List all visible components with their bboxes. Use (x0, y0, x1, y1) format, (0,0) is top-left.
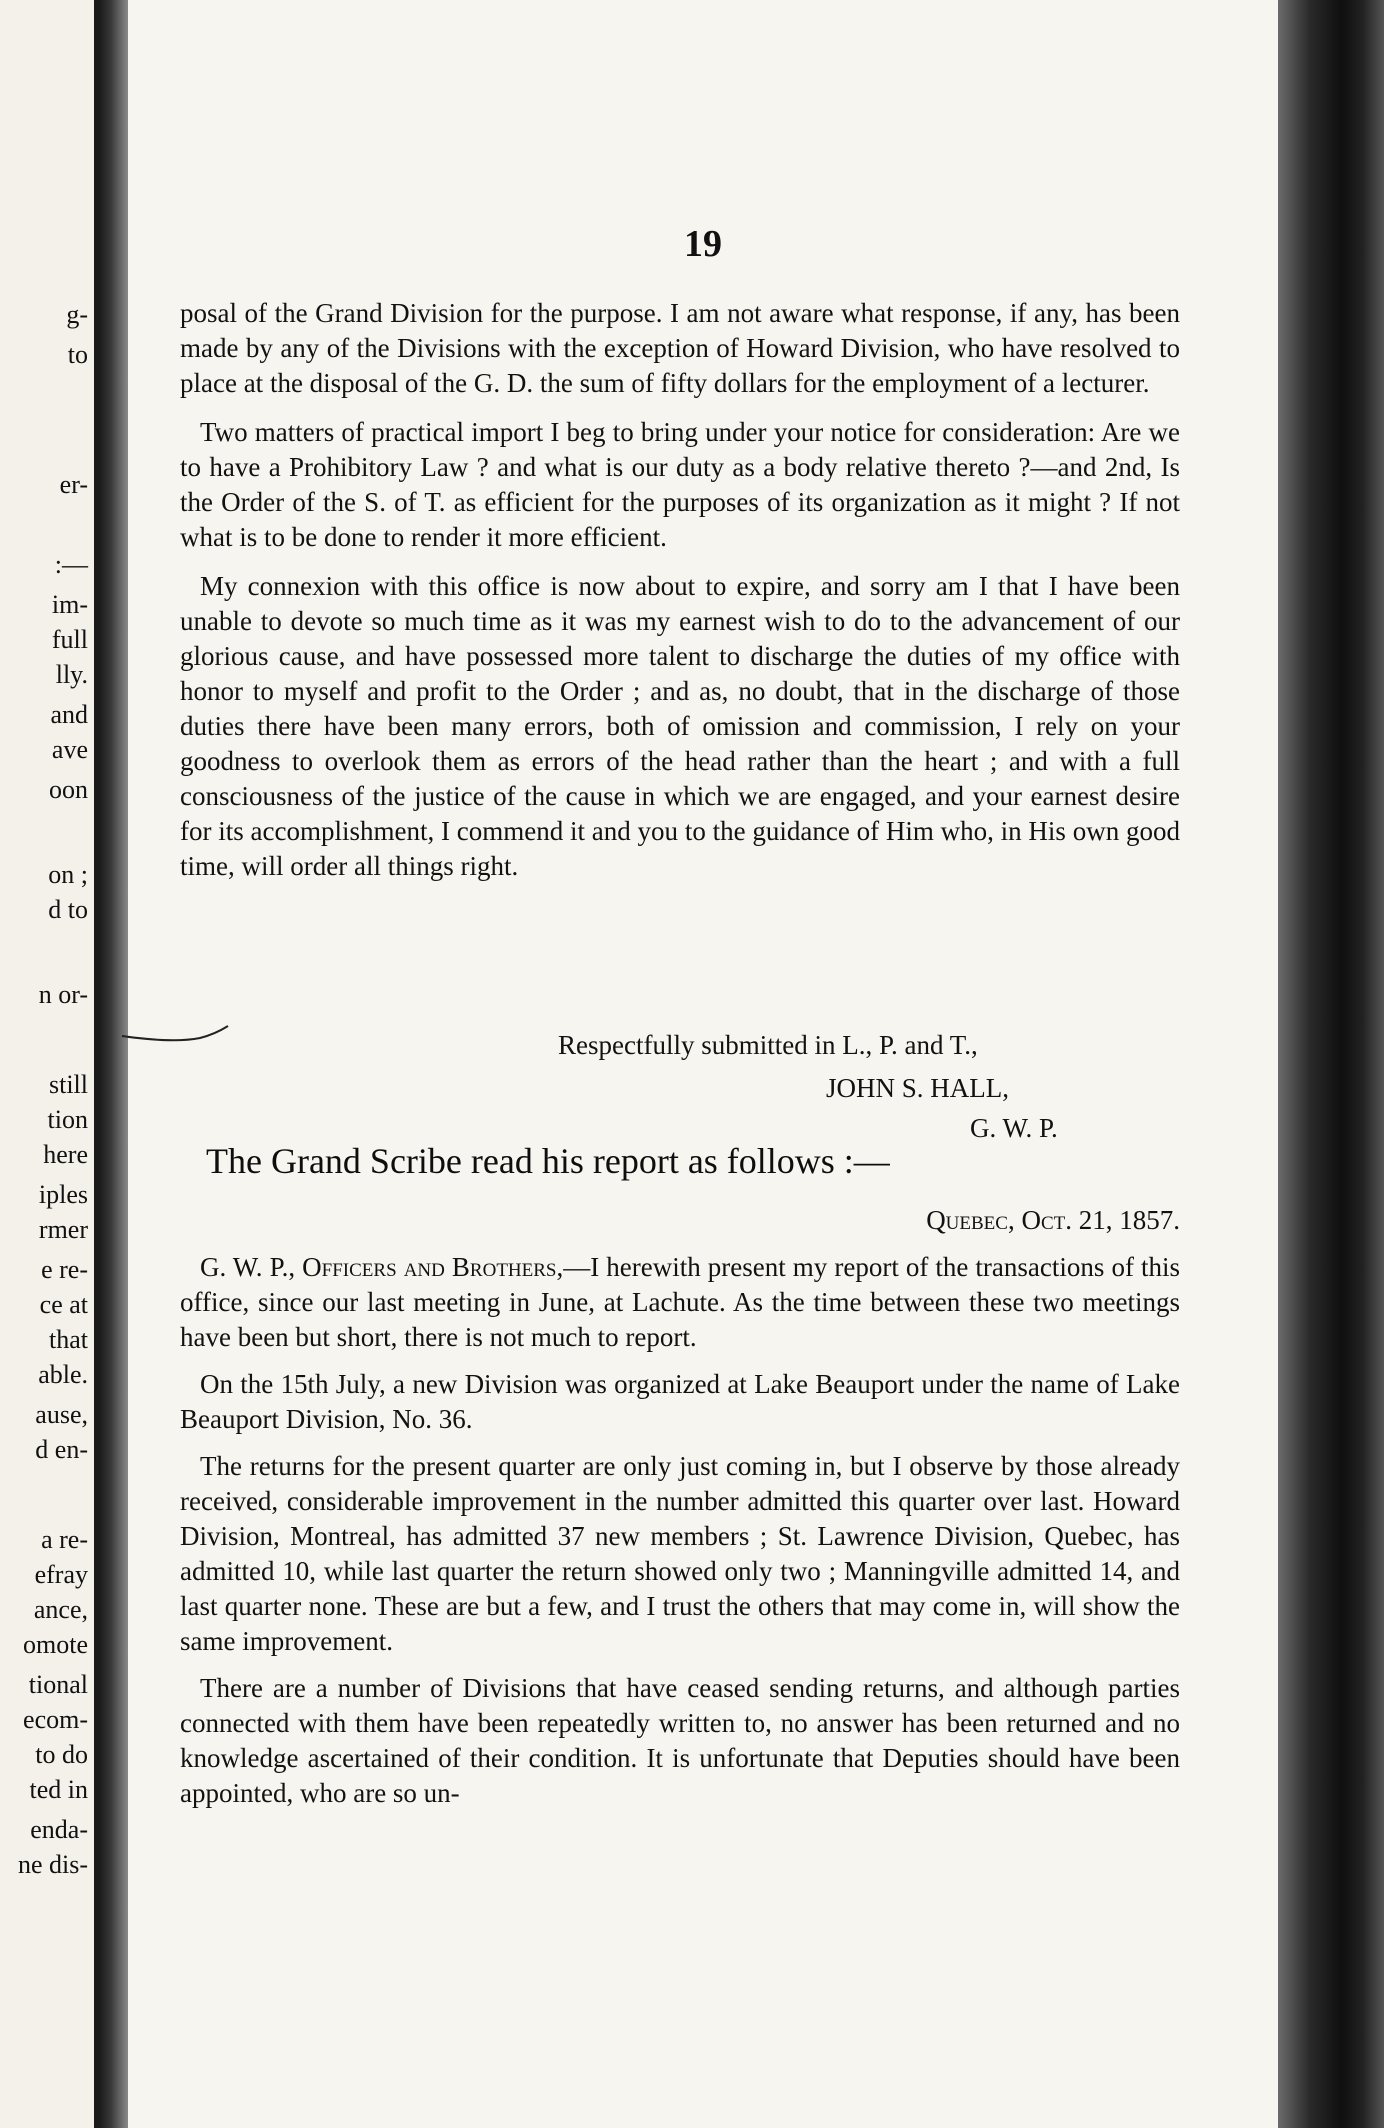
section-heading: The Grand Scribe read his report as follows :— (206, 1141, 890, 1181)
prev-page-fragment: :— (54, 550, 88, 579)
report-paragraph-intro (180, 1250, 1180, 1355)
report-paragraph-ceased-divisions: There are a number of Divisions that have ceased sending returns, and although parties connected with them have been repeatedly written to, no answer has been returned and no knowledge ascertained of their condition. It is unfortunate that Deputies should have been appointed, who are so un- (180, 1673, 1180, 1808)
prev-page-fragment: able. (38, 1360, 88, 1389)
prev-page-fragment: oon (49, 775, 88, 804)
prev-page-fragment: rmer (38, 1215, 88, 1244)
signature-name: JOHN S. HALL, (826, 1073, 1010, 1103)
report-paragraph-returns: The returns for the present quarter are only just coming in, but I observe by those already received, considerable improvement in the number admitted this quarter over last. Howard Division, Montreal, has admitted 37 new members ; St. Lawrence Division, Quebec, has admitted 10, while last quarter the return showed only two ; Manningville admitted 14, and last quarter none. These are but a few, and I trust the others that may come in, will show the same improvement. (180, 1451, 1180, 1656)
prev-page-fragment: tional (28, 1670, 88, 1699)
prev-page-fragment: g- (66, 300, 88, 329)
prev-page-fragment: ave (51, 735, 88, 764)
prev-page-fragment: d en- (35, 1435, 88, 1464)
prev-page-fragment: ecom- (23, 1705, 88, 1734)
prev-page-fragment: ause, (35, 1400, 88, 1429)
signature-closing: Respectfully submitted in L., P. and T., (558, 1030, 978, 1060)
prev-page-fragment: that (49, 1325, 88, 1354)
prev-page-fragment: e re- (41, 1255, 88, 1284)
book-page-edges (1278, 0, 1384, 2128)
pencil-mark (120, 1022, 230, 1046)
prev-page-fragment: er- (59, 470, 88, 499)
signature-title: G. W. P. (970, 1113, 1058, 1143)
prev-page-fragment: full (51, 625, 88, 654)
prev-page-fragment: here (43, 1140, 88, 1169)
prev-page-fragment: efray (34, 1560, 88, 1589)
prev-page-fragment: and (50, 700, 88, 729)
prev-page-fragment: ted in (29, 1775, 88, 1804)
prev-page-fragment: d to (48, 895, 88, 924)
prev-page-fragment: to do (35, 1740, 88, 1769)
prev-page-fragment: ne dis- (17, 1850, 88, 1879)
letter-body (180, 296, 1180, 884)
prev-page-fragment: on ; (48, 860, 88, 889)
report-body (180, 1250, 1180, 1811)
report-salutation: G. W. P., Officers and Brothers, (200, 1252, 564, 1282)
prev-page-fragment: lly. (55, 660, 88, 689)
prev-page-fragment: ance, (33, 1595, 88, 1624)
page-number: 19 (684, 223, 722, 265)
previous-page-strip (0, 0, 100, 2128)
prev-page-fragment: omote (23, 1630, 88, 1659)
prev-page-fragment: to (67, 340, 88, 369)
prev-page-fragment: ce at (39, 1290, 88, 1319)
prev-page-fragment: im- (51, 590, 88, 619)
prev-page-fragment: n or- (38, 980, 88, 1009)
prev-page-fragment: still (48, 1070, 88, 1099)
document-page (128, 0, 1278, 2128)
prev-page-fragment: enda- (30, 1815, 88, 1844)
dateline: Quebec, Oct. 21, 1857. (926, 1205, 1180, 1235)
prev-page-fragment: a re- (41, 1525, 88, 1554)
report-intro-text: —I herewith present my report of the transactions of this office, since our last meeting in June, at Lachute. As the time between these two meetings have been but short, there is not much to report. (180, 1252, 1180, 1352)
paragraph-connexion: My connexion with this office is now about to expire, and sorry am I that I have been unable to devote so much time as it was my earnest wish to do to the advancement of our glorious cause, and have possessed more talent to discharge the duties of my office with honor to myself and profit to the Order ; and as, no doubt, that in the discharge of those duties there have been many errors, both of omission and commission, I rely on your goodness to overlook them as errors of the head rather than the heart ; and with a full consciousness of the justice of the cause in which we are engaged, and your earnest desire for its accomplishment, I commend it and you to the guidance of Him who, in His own good time, will order all things right. (180, 571, 1180, 881)
paragraph-prohibitory-law: Two matters of practical import I beg to bring under your notice for consideration: Are we to have a Prohibitory Law ? and what is our duty as a body relative thereto ?—and 2nd, Is the Order of the S. of T. as efficient for the purposes of its organization as it might ? If not what is to be done to render it more efficient. (180, 417, 1180, 552)
book-gutter (100, 0, 128, 2128)
prev-page-fragment: tion (47, 1105, 88, 1134)
prev-page-fragment: iples (38, 1180, 88, 1209)
report-paragraph-new-division: On the 15th July, a new Division was organized at Lake Beauport under the name of Lake Beauport Division, No. 36. (180, 1369, 1180, 1434)
paragraph-continuation: posal of the Grand Division for the purpose. I am not aware what response, if any, has been made by any of the Divisions with the exception of Howard Division, who have resolved to place at the disposal of the G. D. the sum of fifty dollars for the employment of a lecturer. (180, 298, 1180, 398)
